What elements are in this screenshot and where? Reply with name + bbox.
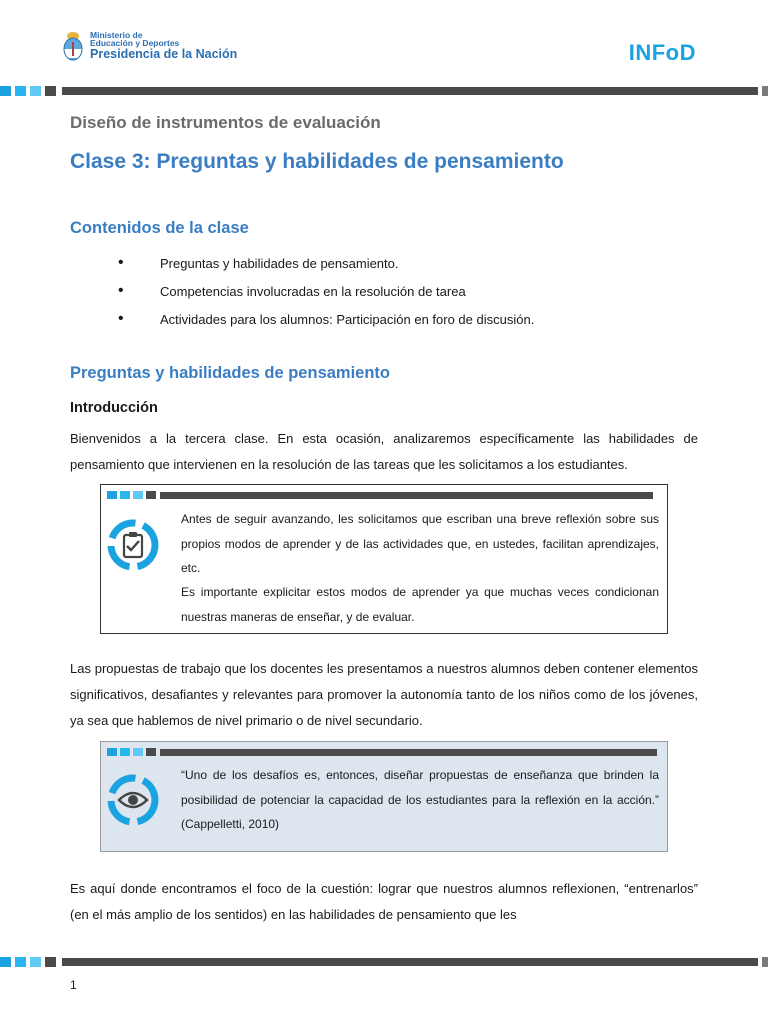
ministry-line-3: Presidencia de la Nación xyxy=(90,47,238,62)
box-band xyxy=(107,748,657,756)
coat-of-arms-icon xyxy=(62,30,84,62)
paragraph-2: Las propuestas de trabajo que los docentes les presentamos a nuestros alumnos deben contener elementos significativos, desafiantes y relevantes para promover la autonomía tanto de los niños como de los jóvenes, ya sea que hablemos de nivel primario o de nivel secundario. xyxy=(70,661,698,728)
section-heading: Preguntas y habilidades de pensamiento xyxy=(70,364,391,382)
clipboard-check-icon xyxy=(107,519,159,571)
header-band xyxy=(0,86,768,96)
paragraph-3: Es aquí donde encontramos el foco de la cuestión: lograr que nuestros alumnos reflexionen, “entrenarlos” (en el más amplio de los sentidos) en las habilidades de pensamiento que les xyxy=(70,881,698,922)
activity-text-2: Es importante explicitar estos modos de aprender ya que muchas veces condicionan nuestras maneras de enseñar, y de evaluar. xyxy=(181,585,659,624)
ministry-line-1: Ministerio de xyxy=(90,29,143,40)
list-item: • Actividades para los alumnos: Participación en foro de discusión. xyxy=(118,311,534,339)
eye-icon xyxy=(107,774,159,826)
intro-paragraph: Bienvenidos a la tercera clase. En esta ocasión, analizaremos específicamente las habilidades de pensamiento que intervienen en la resolución de las tareas que les solicitamos a los estudiantes. xyxy=(70,431,698,472)
page-number: 1 xyxy=(70,978,77,992)
infod-logo: INFoD xyxy=(628,40,696,65)
footer-band xyxy=(0,957,768,967)
ministry-logo xyxy=(62,30,237,62)
intro-heading: Introducción xyxy=(70,400,158,416)
ministry-line-2: Educación y Deportes xyxy=(90,38,180,49)
activity-box xyxy=(100,484,668,634)
list-item: • Preguntas y habilidades de pensamiento. xyxy=(118,255,534,283)
quote-text: “Uno de los desafíos es, entonces, diseñar propuestas de enseñanza que brinden la posibilidad de potenciar la capacidad de los estudiantes para la reflexión en la acción.” (Cappelletti, 2010) xyxy=(181,768,659,831)
class-title: Clase 3: Preguntas y habilidades de pensamiento xyxy=(70,150,564,173)
list-item: • Competencias involucradas en la resolución de tarea xyxy=(118,283,534,311)
quote-box xyxy=(100,741,668,852)
box-band xyxy=(107,491,653,499)
contents-heading: Contenidos de la clase xyxy=(70,219,249,237)
document-title: Diseño de instrumentos de evaluación xyxy=(70,113,381,132)
contents-list xyxy=(118,255,534,339)
activity-text-1: Antes de seguir avanzando, les solicitamos que escriban una breve reflexión sobre sus propios modos de aprender y de las actividades que, en ustedes, facilitan aprendizajes, etc. xyxy=(181,512,659,575)
